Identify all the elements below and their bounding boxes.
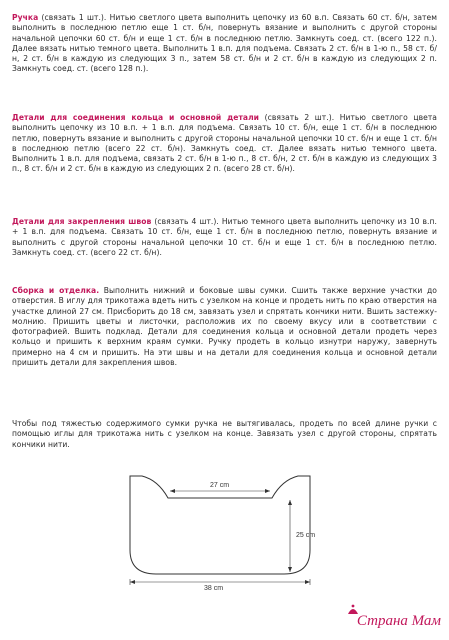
heading-handle: Ручка — [12, 13, 39, 22]
text-assembly: Выполнить нижний и боковые швы сумки. Сшить также верхние участки до отверстия. В иглу для трикотажа вдеть нить с узелком на конце и продеть нить по краю отверстия на участке длиной 27 см. Присборить до 18 см, завязать узел и спрятать кончики нити. Вшить застежку-молнию. Пришить цветы и листочки, расположив их по своему вкусу или в соответствии с фотографией. Вшить подклад. Детали для соединения кольца и основной детали продеть через кольцо и пришить к верхним краям сумки. Ручку продеть в кольцо изнутри наружу, завернуть примерно на 4 см и пришить. На эти швы и на детали для соединения кольца и основной детали пришить детали для закрепления швов. — [12, 286, 437, 368]
text-handle: (связать 1 шт.). Нитью светлого цвета выполнить цепочку из 60 в.п. Связать 60 ст. б/н, затем выполнить в последнюю петлю еще 1 ст. б/н, повернуть вязание и выполнить с другой стороны начальной цепочки 60 ст. б/н и еще 1 ст. б/н в последнюю петлю. Замкнуть соед. ст. (всего 122 п.). Далее вязать нитью темного цвета. Выполнить 1 в.п. для подъема. Связать 2 ст. б/н в 1-ю п., 58 ст. б/н, 2 ст. б/н в каждую из следующих 3 п., затем 58 ст. б/н и 2 ст. б/н в каждую из следующих 2 п. Замкнуть соед. ст. (всего 128 п.). — [12, 13, 437, 74]
text-ring-connector: (связать 2 шт.). Нитью светлого цвета выполнить цепочку из 10 в.п. + 1 в.п. для подъема. Связать 10 ст. б/н, еще 1 ст. б/н в последнюю петлю, повернуть вязание и выполнить с другой стороны начальной цепочки 10 ст. б/н и еще 1 ст. б/н в последнюю петлю (всего 22 ст. б/н). Замкнуть соед. ст. Далее вязать нитью темного цвета. Выполнить 1 в.п. для подъема, связать 2 ст. б/н в 1-ю п., 8 ст. б/н, 2 ст. б/н в каждую из следующих 3 п., 8 ст. б/н и 2 ст. б/н в каждую из следующих 2 п. (всего 28 ст. б/н). — [12, 113, 437, 174]
top-width-label: 27 cm — [210, 482, 230, 489]
heading-seam-pieces: Детали для закрепления швов — [12, 217, 152, 226]
paragraph-tip — [12, 419, 437, 450]
text-tip: Чтобы под тяжестью содержимого сумки ручка не вытягивалась, продеть по всей длине ручки с помощью иглы для трикотажа нить с узелком на конце. Завязать узел с другой стороны, спрятать кончики нити. — [12, 419, 437, 449]
paragraph-ring-connector — [12, 113, 437, 175]
site-logo: Страна Мам — [356, 613, 441, 629]
heading-assembly: Сборка и отделка. — [12, 286, 100, 295]
paragraph-handle — [12, 13, 437, 75]
text-seam-pieces: (связать 4 шт.). Нитью темного цвета выполнить цепочку из 10 в.п. + 1 в.п. для подъема. Связать 10 ст. б/н, еще 1 ст. б/н в последнюю петлю, повернуть вязание и выполнить с другой стороны начальной цепочки 10 ст. б/н и еще 1 ст. б/н в последнюю петлю. Замкнуть соед. ст. (всего 22 ст. б/н). — [12, 217, 437, 257]
height-label: 25 cm — [296, 532, 316, 539]
bottom-width-label: 38 cm — [204, 585, 224, 592]
heading-ring-connector: Детали для соединения кольца и основной детали — [12, 113, 260, 122]
paragraph-seam-pieces — [12, 217, 437, 258]
bag-pattern-diagram — [110, 462, 330, 592]
paragraph-assembly — [12, 286, 437, 368]
